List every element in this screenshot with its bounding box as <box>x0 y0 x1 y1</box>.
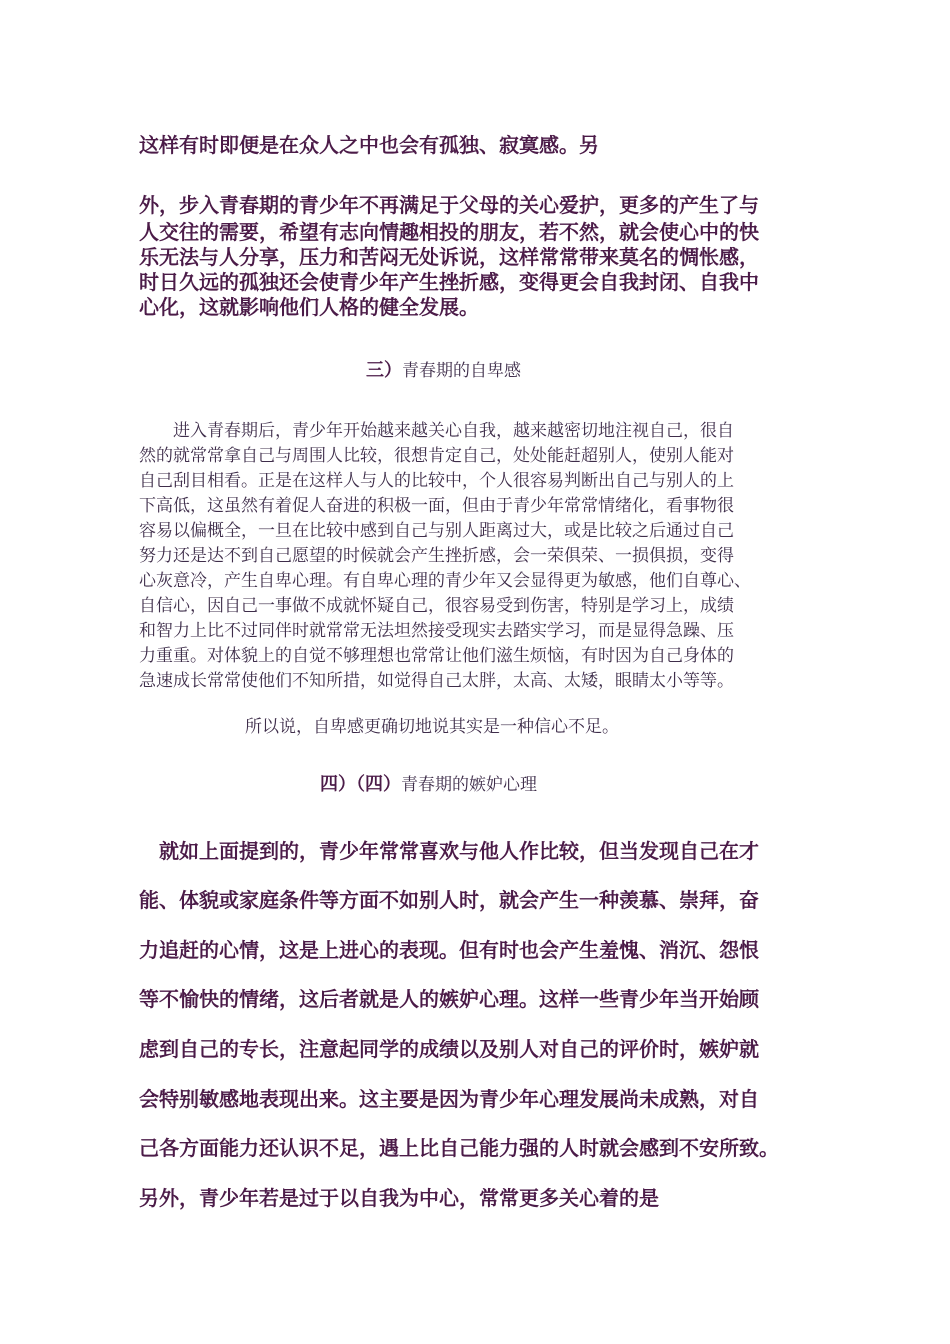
paragraph-line: 自信心，因自己一事做不成就怀疑自己，很容易受到伤害，特别是学习上，成绩 <box>139 596 734 616</box>
paragraph-line: 等不愉快的情绪，这后者就是人的嫉妒心理。这样一些青少年当开始顾 <box>139 987 759 1011</box>
section-number: 四）（四） <box>320 774 401 795</box>
paragraph-line: 进入青春期后，青少年开始越来越关心自我，越来越密切地注视自己，很自 <box>139 421 734 441</box>
paragraph-conclusion: 所以说，自卑感更确切地说其实是一种信心不足。 <box>245 717 619 737</box>
paragraph-line: 己各方面能力还认识不足，遇上比自己能力强的人时就会感到不安所致。 <box>139 1136 779 1160</box>
paragraph-line: 乐无法与人分享，压力和苦闷无处诉说，这样常常带来莫名的惆怅感， <box>139 245 759 269</box>
paragraph-line: 力重重。对体貌上的自觉不够理想也常常让他们滋生烦恼，有时因为自己身体的 <box>139 646 734 666</box>
paragraph-line: 外，步入青春期的青少年不再满足于父母的关心爱护，更多的产生了与 <box>139 193 759 217</box>
paragraph-line: 就如上面提到的，青少年常常喜欢与他人作比较，但当发现自己在才 <box>139 839 759 863</box>
paragraph-line: 和智力上比不过同伴时就常常无法坦然接受现实去踏实学习，而是显得急躁、压 <box>139 621 734 641</box>
section-heading <box>366 357 521 385</box>
paragraph-line: 自己刮目相看。正是在这样人与人的比较中，个人很容易判断出自己与别人的上 <box>139 471 734 491</box>
paragraph-line: 心化，这就影响他们人格的健全发展。 <box>139 295 479 319</box>
section-heading <box>320 771 537 799</box>
paragraph-line: 这样有时即便是在众人之中也会有孤独、寂寞感。另 <box>139 133 599 157</box>
paragraph-line: 容易以偏概全，一旦在比较中感到自己与别人距离过大，或是比较之后通过自己 <box>139 521 734 541</box>
paragraph-line: 另外，青少年若是过于以自我为中心，常常更多关心着的是 <box>139 1186 659 1210</box>
paragraph-line: 虑到自己的专长，注意起同学的成绩以及别人对自己的评价时，嫉妒就 <box>139 1037 759 1061</box>
paragraph-line: 努力还是达不到自己愿望的时候就会产生挫折感，会一荣俱荣、一损俱损，变得 <box>139 546 734 566</box>
section-title: 青春期的嫉妒心理 <box>401 775 537 795</box>
paragraph-line: 会特别敏感地表现出来。这主要是因为青少年心理发展尚未成熟，对自 <box>139 1087 759 1111</box>
paragraph-line: 下高低，这虽然有着促人奋进的积极一面，但由于青少年常常情绪化，看事物很 <box>139 496 734 516</box>
paragraph-line: 心灰意冷，产生自卑心理。有自卑心理的青少年又会显得更为敏感，他们自尊心、 <box>139 571 751 591</box>
section-number: 三） <box>366 360 402 381</box>
paragraph-line: 急速成长常常使他们不知所措，如觉得自己太胖，太高、太矮，眼睛太小等等。 <box>139 671 734 691</box>
paragraph-line: 能、体貌或家庭条件等方面不如别人时，就会产生一种羡慕、崇拜，奋 <box>139 888 759 912</box>
section-title: 青春期的自卑感 <box>402 361 521 381</box>
paragraph-line: 人交往的需要，希望有志向情趣相投的朋友，若不然，就会使心中的快 <box>139 220 759 244</box>
paragraph-line: 时日久远的孤独还会使青少年产生挫折感，变得更会自我封闭、自我中 <box>139 270 759 294</box>
paragraph-line: 然的就常常拿自己与周围人比较，很想肯定自己，处处能赶超别人，使别人能对 <box>139 446 734 466</box>
paragraph-line: 力追赶的心情，这是上进心的表现。但有时也会产生羞愧、消沉、怨恨 <box>139 938 759 962</box>
